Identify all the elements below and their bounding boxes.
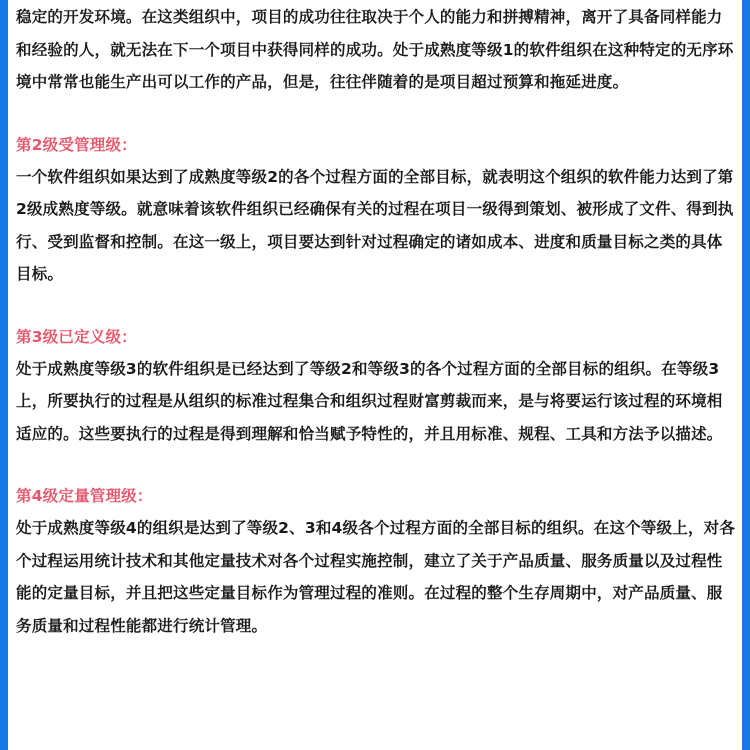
section-body: 处于成熟度等级3的软件组织是已经达到了等级2和等级3的各个过程方面的全部目标的组织。在等级3上，所要执行的过程是从组织的标准过程集合和组织过程财富剪裁而来，是与将要运行该过程的环境相适应的。这些要执行的过程是得到理解和恰当赋予特性的，并且用标准、规程、工具和方法予以描述。 — [16, 359, 723, 443]
section-body: 处于成熟度等级4的组织是达到了等级2、3和4级各个过程方面的全部目标的组织。在这个等级上，对各个过程运用统计技术和其他定量技术对各个过程实施控制，建立了关于产品质量、服务质量以及过程性能的定量目标，并且把这些定量目标作为管理过程的准则。在过程的整个生存周期中，对产品质量、服务质量和过程性能都进行统计管理。 — [16, 519, 736, 635]
intro-paragraph: 稳定的开发环境。在这类组织中，项目的成功往往取决于个人的能力和拼搏精神，离开了具备同样能力和经验的人，就无法在下一个项目中获得同样的成功。处于成熟度等级1的软件组织在这种特定的无序环境中常常也能生产出可以工作的产品，但是，往往伴随着的是项目超过预算和拖延进度。 — [16, 8, 734, 91]
section-spacer — [16, 291, 738, 321]
section-level-2 — [16, 129, 738, 291]
section-level-3 — [16, 321, 738, 451]
section-spacer — [16, 450, 738, 480]
article-content — [16, 0, 738, 642]
article-card — [8, 0, 742, 750]
section-spacer — [16, 99, 738, 129]
section-body: 一个软件组织如果达到了成熟度等级2的各个过程方面的全部目标，就表明这个组织的软件能力达到了第2级成熟度等级。就意味着该软件组织已经确保有关的过程在项目一级得到策划、被形成了文件、得到执行、受到监督和控制。在这一级上，项目要达到针对过程确定的诸如成本、进度和质量目标之类的具体目标。 — [16, 167, 734, 283]
section-heading: 第3级已定义级： — [16, 327, 137, 346]
section-level-4 — [16, 480, 738, 642]
section-heading: 第2级受管理级： — [16, 135, 137, 154]
section-heading: 第4级定量管理级： — [16, 487, 153, 505]
